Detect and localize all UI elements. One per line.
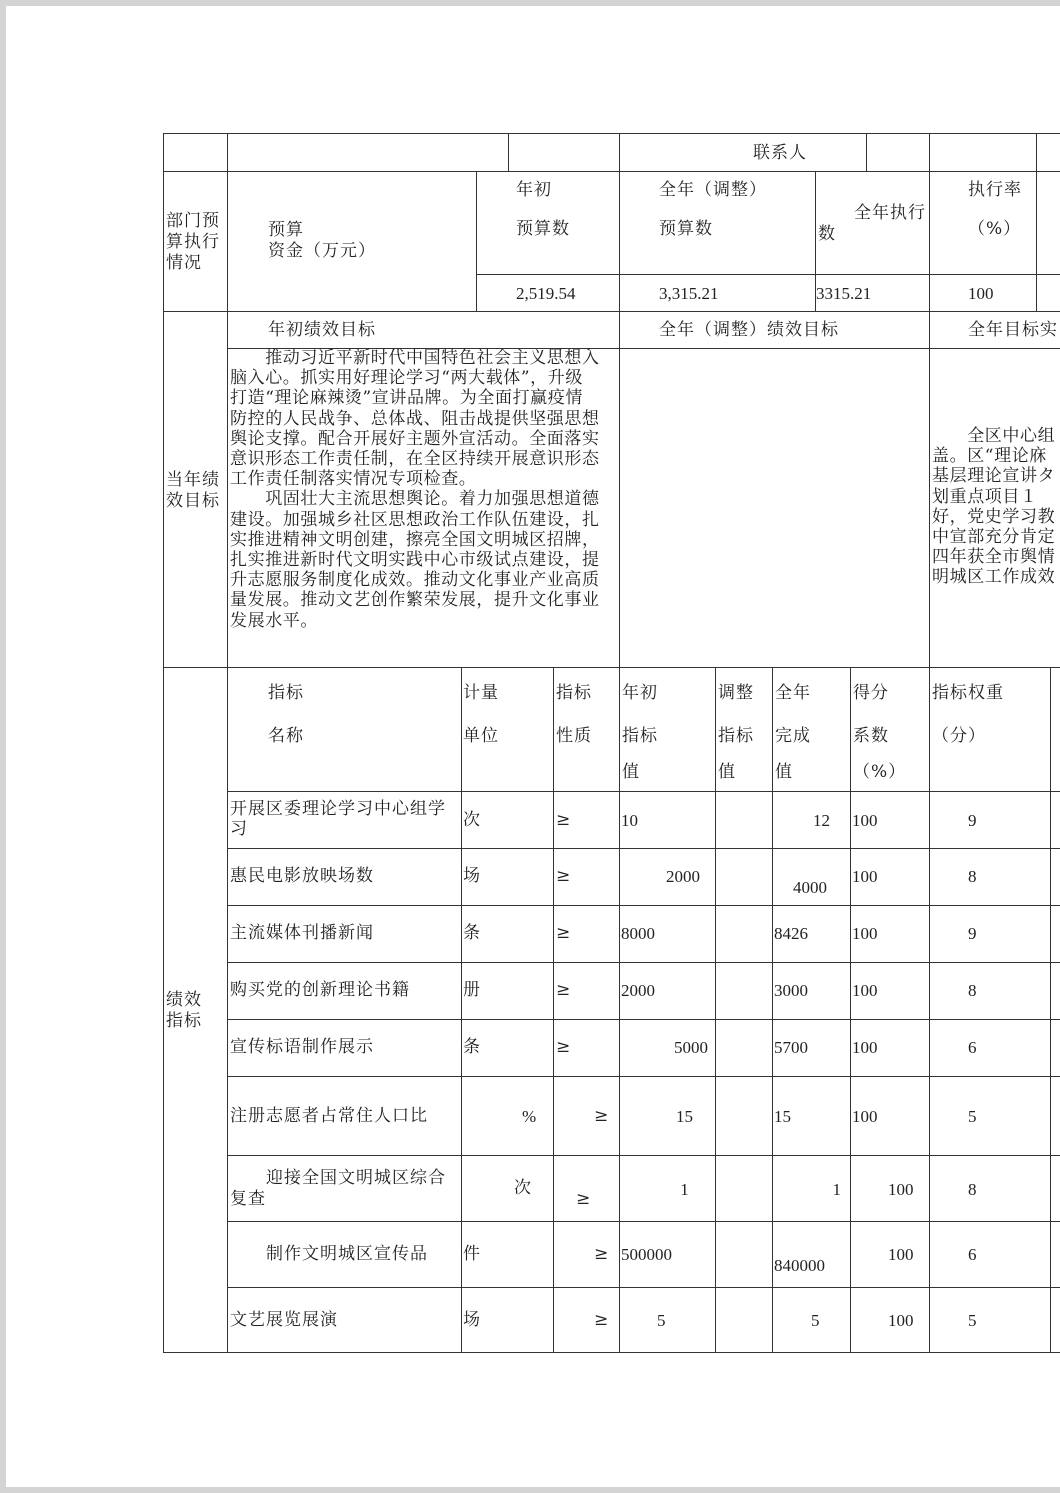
row-score: 100 [852,1038,878,1057]
document-page [6,6,1060,1487]
row-name: 开展区委理论学习中心组学 [230,799,446,819]
budget-col-line1: 全年（调整） [659,180,767,200]
row-score: 100 [888,1311,914,1330]
row-initial: 5 [657,1311,666,1330]
goals-head-actual: 全年目标实 [968,320,1058,340]
goals-text-line: 量发展。推动文艺创作繁荣发展，提升文化事业 [230,590,600,611]
row-unit: 件 [463,1244,481,1264]
row-name: 注册志愿者占常住人口比 [230,1106,428,1126]
goals-text-line: 全区中心组 [932,426,1056,446]
goals-label-line: 效目标 [166,491,220,511]
goals-text-line: 工作责任制落实情况专项检查。 [230,469,477,490]
row-initial: 2000 [621,981,655,1000]
header-adjusted: 调整 [718,683,754,703]
goals-head-initial: 年初绩效目标 [268,320,376,340]
row-unit: 场 [463,1310,481,1330]
row-completed: 12 [813,811,830,830]
row-name: 购买党的创新理论书籍 [230,980,410,1000]
row-name: 文艺展览展演 [230,1310,338,1330]
budget-col-line2: 预算数 [516,219,570,239]
goals-text-line: 巩固壮大主流思想舆论。着力加强思想道德 [230,489,600,510]
goals-label-line: 当年绩 [166,470,220,490]
header-name: 指标 [268,683,304,703]
row-score: 100 [888,1180,914,1199]
fund-label-line: 预算 [268,220,304,240]
row-nature: ≥ [556,923,572,943]
row-score: 100 [852,867,878,886]
header-initial: 值 [622,762,640,782]
row-completed: 8426 [774,924,808,943]
row-initial: 1 [680,1180,689,1199]
row-name: 复查 [230,1189,266,1209]
row-initial: 5000 [674,1038,708,1057]
header-completed: 全年 [775,683,811,703]
goals-text-line: 舆论支撑。配合开展好主题外宣活动。全面落实 [230,428,600,449]
goals-text-line: 发展水平。 [230,610,318,631]
goals-text-line: 扎实推进新时代文明实践中心市级试点建设，提 [230,550,600,570]
row-score: 100 [852,811,878,830]
row-nature: ≥ [576,1189,592,1209]
goals-text-line: 明城区工作成效 [932,567,1056,588]
header-weight: 指标权重 [932,683,1004,703]
header-completed: 值 [775,762,793,782]
budget-label-line: 部门预 [166,211,220,231]
row-unit: 条 [463,923,481,943]
header-name: 名称 [268,726,304,746]
row-nature: ≥ [594,1106,610,1126]
row-weight: 6 [968,1038,977,1057]
row-unit: 次 [463,810,481,830]
goals-text-line: 好，党史学习教 [932,506,1056,527]
indicators-label-line: 绩效 [166,990,202,1010]
row-unit: 场 [463,866,481,886]
header-nature: 指标 [556,683,592,703]
goals-text-line: 四年获全市舆情 [932,547,1056,568]
header-completed: 完成 [775,726,811,746]
row-weight: 8 [968,867,977,886]
goals-text-line: 意识形态工作责任制，在全区持续开展意识形态 [230,449,600,469]
goals-text-line: 划重点项目１ [932,486,1038,507]
goals-text-line: 实推进精神文明创建，擦亮全国文明城区招牌， [230,529,600,550]
row-name: 习 [230,819,248,839]
row-initial: 8000 [621,924,655,943]
header-unit: 计量 [463,683,499,703]
budget-col-line1: 执行率 [968,180,1022,200]
row-score: 100 [888,1245,914,1264]
row-weight: 5 [968,1311,977,1330]
row-nature: ≥ [556,1037,572,1057]
goals-head-adjusted: 全年（调整）绩效目标 [659,320,839,340]
row-initial: 15 [676,1107,693,1126]
row-completed: 4000 [793,878,827,897]
row-unit: 条 [463,1037,481,1057]
header-initial: 年初 [622,683,658,703]
row-initial: 2000 [666,867,700,886]
header-unit: 单位 [463,726,499,746]
budget-value: 100 [968,284,994,303]
row-unit: % [522,1107,537,1126]
row-unit: 次 [514,1178,532,1198]
indicators-label-line: 指标 [166,1011,202,1031]
budget-label-line: 算执行 [166,232,220,252]
goals-text-line: 建设。加强城乡社区思想政治工作队伍建设，扎 [230,509,600,530]
row-completed: 5 [811,1311,820,1330]
row-unit: 册 [463,980,481,1000]
row-initial: 10 [621,811,638,830]
header-initial: 指标 [622,726,658,746]
contact-label: 联系人 [753,143,807,163]
goals-text-line: 防控的人民战争、总体战、阻击战提供坚强思想 [230,408,600,429]
header-score: （%） [853,762,907,782]
goals-text-line: 推动习近平新时代中国特色社会主义思想入 [230,348,600,368]
header-adjusted: 指标 [718,726,754,746]
row-score: 100 [852,1107,878,1126]
row-nature: ≥ [556,810,572,830]
row-name: 主流媒体刊播新闻 [230,923,374,943]
header-score: 系数 [853,726,889,746]
budget-col-line2: 预算数 [659,219,713,239]
goals-text-line: 中宣部充分肯定 [932,527,1056,547]
row-score: 100 [852,924,878,943]
goals-text-line: 脑入心。抓实用好理论学习“两大载体”，升级 [230,368,583,389]
header-weight: （分） [932,726,986,746]
row-initial: 500000 [621,1245,672,1264]
header-nature: 性质 [556,726,592,746]
row-nature: ≥ [594,1244,610,1264]
row-nature: ≥ [556,980,572,1000]
row-completed: 1 [832,1180,841,1199]
row-nature: ≥ [556,866,572,886]
row-completed: 15 [774,1107,791,1126]
budget-value: 3,315.21 [659,284,719,303]
row-weight: 6 [968,1245,977,1264]
row-completed: 840000 [774,1256,825,1275]
row-score: 100 [852,981,878,1000]
budget-col-line1: 年初 [516,180,552,200]
row-completed: 5700 [774,1038,808,1057]
row-weight: 5 [968,1107,977,1126]
row-name: 制作文明城区宣传品 [230,1244,428,1264]
goals-text-line: 盖。区“理论庥 [932,446,1047,467]
header-adjusted: 值 [718,762,736,782]
row-weight: 8 [968,981,977,1000]
row-name: 迎接全国文明城区综合 [230,1168,446,1188]
row-name: 宣传标语制作展示 [230,1037,374,1057]
row-completed: 3000 [774,981,808,1000]
row-weight: 9 [968,924,977,943]
goals-text-line: 基层理论宣讲タ [932,466,1056,487]
budget-label-line: 情况 [166,253,202,273]
budget-col-line1: 全年执行 [854,203,926,223]
row-weight: 8 [968,1180,977,1199]
budget-value: 3315.21 [816,284,872,303]
row-nature: ≥ [594,1310,610,1330]
budget-col-line2: （%） [968,219,1022,239]
fund-label-line: 资金（万元） [268,241,376,261]
row-weight: 9 [968,811,977,830]
header-score: 得分 [853,683,889,703]
budget-value: 2,519.54 [516,284,576,303]
budget-col-line2: 数 [818,224,836,244]
goals-text-line: 打造“理论麻辣烫”宣讲品牌。为全面打赢疫情 [230,388,583,409]
row-name: 惠民电影放映场数 [230,866,374,886]
goals-text-line: 升志愿服务制度化成效。推动文化事业产业高质 [230,570,600,591]
